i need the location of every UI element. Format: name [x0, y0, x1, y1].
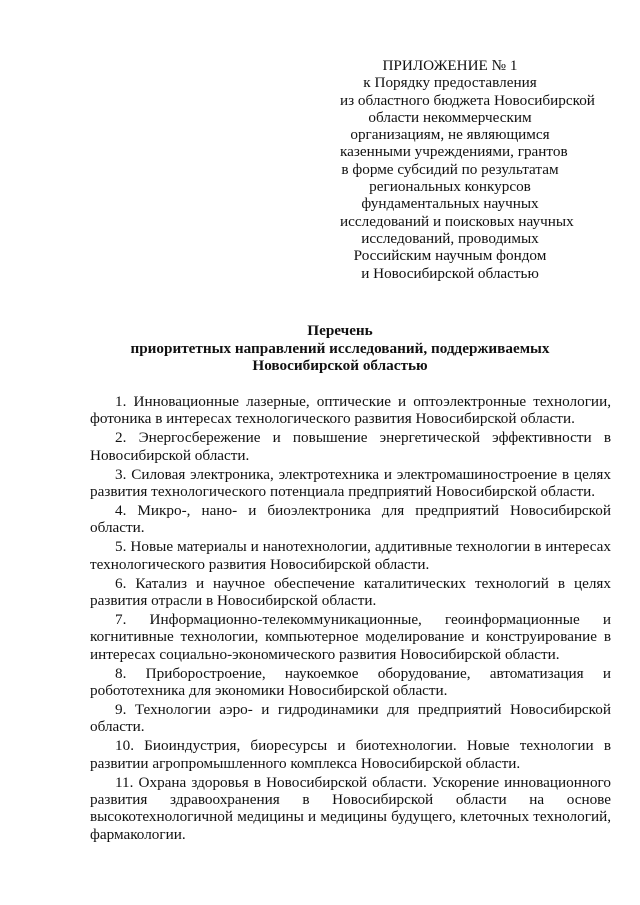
title-line: приоритетных направлений исследований, поддерживаемых: [130, 339, 550, 357]
list-item: 6. Катализ и научное обеспечение каталитических технологий в целях развития отрасли в Новосибирской области.: [90, 574, 611, 609]
list-item: 8. Приборостроение, наукоемкое оборудование, автоматизация и робототехника для экономики Новосибирской области.: [90, 664, 611, 699]
list-item: 2. Энергосбережение и повышение энергетической эффективности в Новосибирской области.: [90, 429, 611, 464]
list-item: 4. Микро-, нано- и биоэлектроника для предприятий Новосибирской области.: [90, 501, 611, 537]
appendix-line: фундаментальных научных: [361, 195, 539, 213]
title-line: Перечень: [307, 322, 373, 339]
list-item: 9. Технологии аэро- и гидродинамики для предприятий Новосибирской области.: [90, 700, 611, 736]
appendix-line: к Порядку предоставления: [363, 74, 537, 92]
appendix-line: области некоммерческим: [368, 108, 532, 126]
appendix-line: из областного бюджета Новосибирской: [340, 91, 595, 109]
list-item: 5. Новые материалы и нанотехнологии, аддитивные технологии в интересах технологического развития Новосибирской области.: [90, 538, 611, 573]
list-item: 3. Силовая электроника, электротехника и электромашиностроение в целях развития технологического потенциала предприятий Новосибирской области.: [90, 465, 611, 501]
appendix-line: исследований, проводимых: [361, 229, 539, 247]
priority-directions-list: [90, 393, 611, 845]
appendix-line: региональных конкурсов: [369, 178, 531, 196]
title-line: Новосибирской областью: [252, 357, 428, 374]
appendix-line: и Новосибирской областью: [361, 264, 539, 282]
appendix-line: ПРИЛОЖЕНИЕ № 1: [382, 57, 518, 74]
appendix-line: организациям, не являющимся: [350, 126, 550, 144]
appendix-line: в форме субсидий по результатам: [341, 160, 559, 178]
document-title: [90, 322, 590, 375]
list-item: 10. Биоиндустрия, биоресурсы и биотехнологии. Новые технологии в развитии агропромышленного комплекса Новосибирской области.: [90, 737, 611, 772]
list-item: 1. Инновационные лазерные, оптические и оптоэлектронные технологии, фотоника в интересах технологического развития Новосибирской области.: [90, 393, 611, 428]
list-item: 11. Охрана здоровья в Новосибирской области. Ускорение инновационного развития здравоохранения в Новосибирской области на основе высокотехнологичной медицины и медицины будущего, клеточных технологий, фармакологии.: [90, 773, 611, 843]
appendix-line: Российским научным фондом: [353, 247, 547, 265]
appendix-line: казенными учреждениями, грантов: [340, 143, 568, 161]
list-item: 7. Информационно-телекоммуникационные, геоинформационные и когнитивные технологии, компьютерное моделирование и конструирование в интересах социально-экономического развития Новосибирской области.: [90, 610, 611, 663]
appendix-header: [340, 57, 595, 282]
appendix-line: исследований и поисковых научных: [340, 212, 574, 230]
